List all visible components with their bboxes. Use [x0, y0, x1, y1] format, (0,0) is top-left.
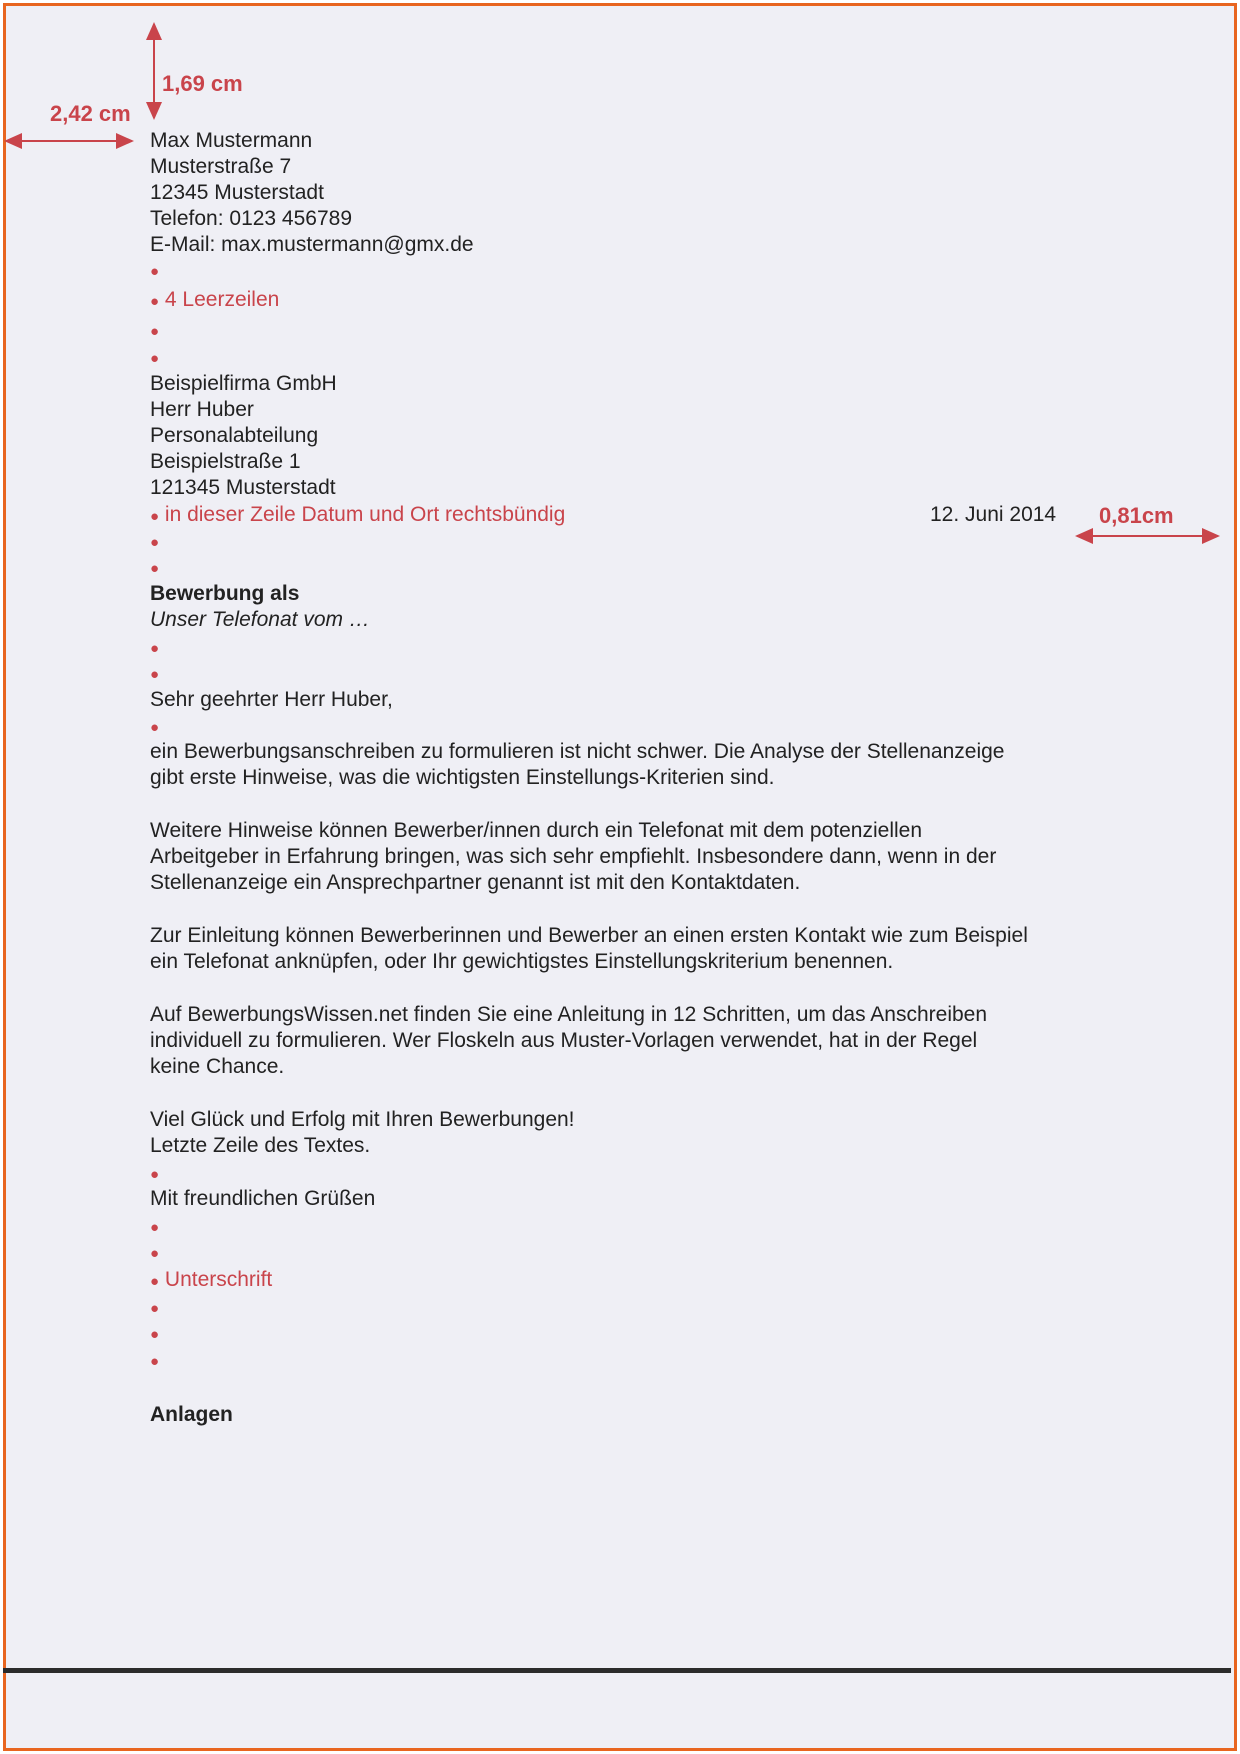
date-line-note-label: in dieser Zeile Datum und Ort rechtsbündig [164, 503, 566, 526]
blank-line-marker: ● [150, 1353, 160, 1370]
recipient-street: Beispielstraße 1 [150, 450, 301, 473]
bullet-icon: ● [150, 293, 160, 310]
signature-note [150, 1267, 272, 1295]
blank-line-marker: ● [150, 1245, 160, 1262]
bullet-icon: ● [150, 508, 160, 525]
blank-line-marker: ● [150, 560, 160, 577]
blank-line-marker: ● [150, 640, 160, 657]
left-margin-label: 2,42 cm [50, 101, 131, 126]
blank-line-marker: ● [150, 719, 160, 736]
blank-line-marker: ● [150, 1166, 160, 1183]
blank-line-marker: ● [150, 323, 160, 340]
bullet-icon: ● [150, 1273, 160, 1290]
salutation: Sehr geehrter Herr Huber, [150, 688, 393, 711]
body-paragraph-line: Arbeitgeber in Erfahrung bringen, was sich sehr empfiehlt. Insbesondere dann, wenn in der [150, 845, 997, 868]
blank-line-marker: ● [150, 666, 160, 683]
recipient-contact: Herr Huber [150, 398, 254, 421]
blank-line-marker: ● [150, 350, 160, 367]
letter-date: 12. Juni 2014 [930, 503, 1057, 526]
blank-lines-note [150, 287, 279, 315]
body-paragraph-line: ein Bewerbungsanschreiben zu formulieren ist nicht schwer. Die Analyse der Stellenanzeige [150, 740, 1005, 763]
sender-street: Musterstraße 7 [150, 155, 292, 178]
blank-line-marker: ● [150, 263, 160, 280]
subject-line: Bewerbung als [150, 582, 300, 605]
recipient-company: Beispielfirma GmbH [150, 372, 337, 395]
sender-name: Max Mustermann [150, 129, 313, 152]
footer-divider [3, 1668, 1231, 1673]
right-margin-label: 0,81cm [1099, 503, 1174, 528]
top-margin-label: 1,69 cm [162, 71, 243, 96]
body-paragraph-line: Letzte Zeile des Textes. [150, 1134, 371, 1157]
closing: Mit freundlichen Grüßen [150, 1187, 376, 1210]
body-paragraph-line: individuell zu formulieren. Wer Floskeln aus Muster-Vorlagen verwendet, hat in der Regel [150, 1029, 978, 1052]
recipient-city: 121345 Musterstadt [150, 476, 336, 499]
recipient-department: Personalabteilung [150, 424, 319, 447]
blank-line-marker: ● [150, 1219, 160, 1236]
attachments-label: Anlagen [150, 1403, 233, 1426]
body-paragraph-line: keine Chance. [150, 1055, 285, 1078]
body-paragraph-line: Viel Glück und Erfolg mit Ihren Bewerbungen! [150, 1108, 575, 1131]
body-paragraph-line: Zur Einleitung können Bewerberinnen und Bewerber an einen ersten Kontakt wie zum Beispiel [150, 924, 1028, 947]
signature-label: Unterschrift [164, 1268, 273, 1291]
body-paragraph-line: Auf BewerbungsWissen.net finden Sie eine Anleitung in 12 Schritten, um das Anschreiben [150, 1003, 988, 1026]
body-paragraph-line: ein Telefonat anknüpfen, oder Ihr gewichtigstes Einstellungskriterium benennen. [150, 950, 894, 973]
sender-phone: Telefon: 0123 456789 [150, 207, 353, 230]
blank-line-marker: ● [150, 1326, 160, 1343]
body-paragraph-line: Weitere Hinweise können Bewerber/innen durch ein Telefonat mit dem potenziellen [150, 819, 923, 842]
blank-line-marker: ● [150, 534, 160, 551]
blank-lines-label: 4 Leerzeilen [164, 288, 280, 311]
sender-city: 12345 Musterstadt [150, 181, 324, 204]
date-line-note [150, 502, 565, 530]
blank-line-marker: ● [150, 1300, 160, 1317]
body-paragraph-line: gibt erste Hinweise, was die wichtigsten Einstellungs-Kriterien sind. [150, 766, 775, 789]
sender-email[interactable]: E-Mail: max.mustermann@gmx.de [150, 233, 474, 256]
reference-line: Unser Telefonat vom … [150, 608, 370, 631]
body-paragraph-line: Stellenanzeige ein Ansprechpartner genannt ist mit den Kontaktdaten. [150, 871, 801, 894]
